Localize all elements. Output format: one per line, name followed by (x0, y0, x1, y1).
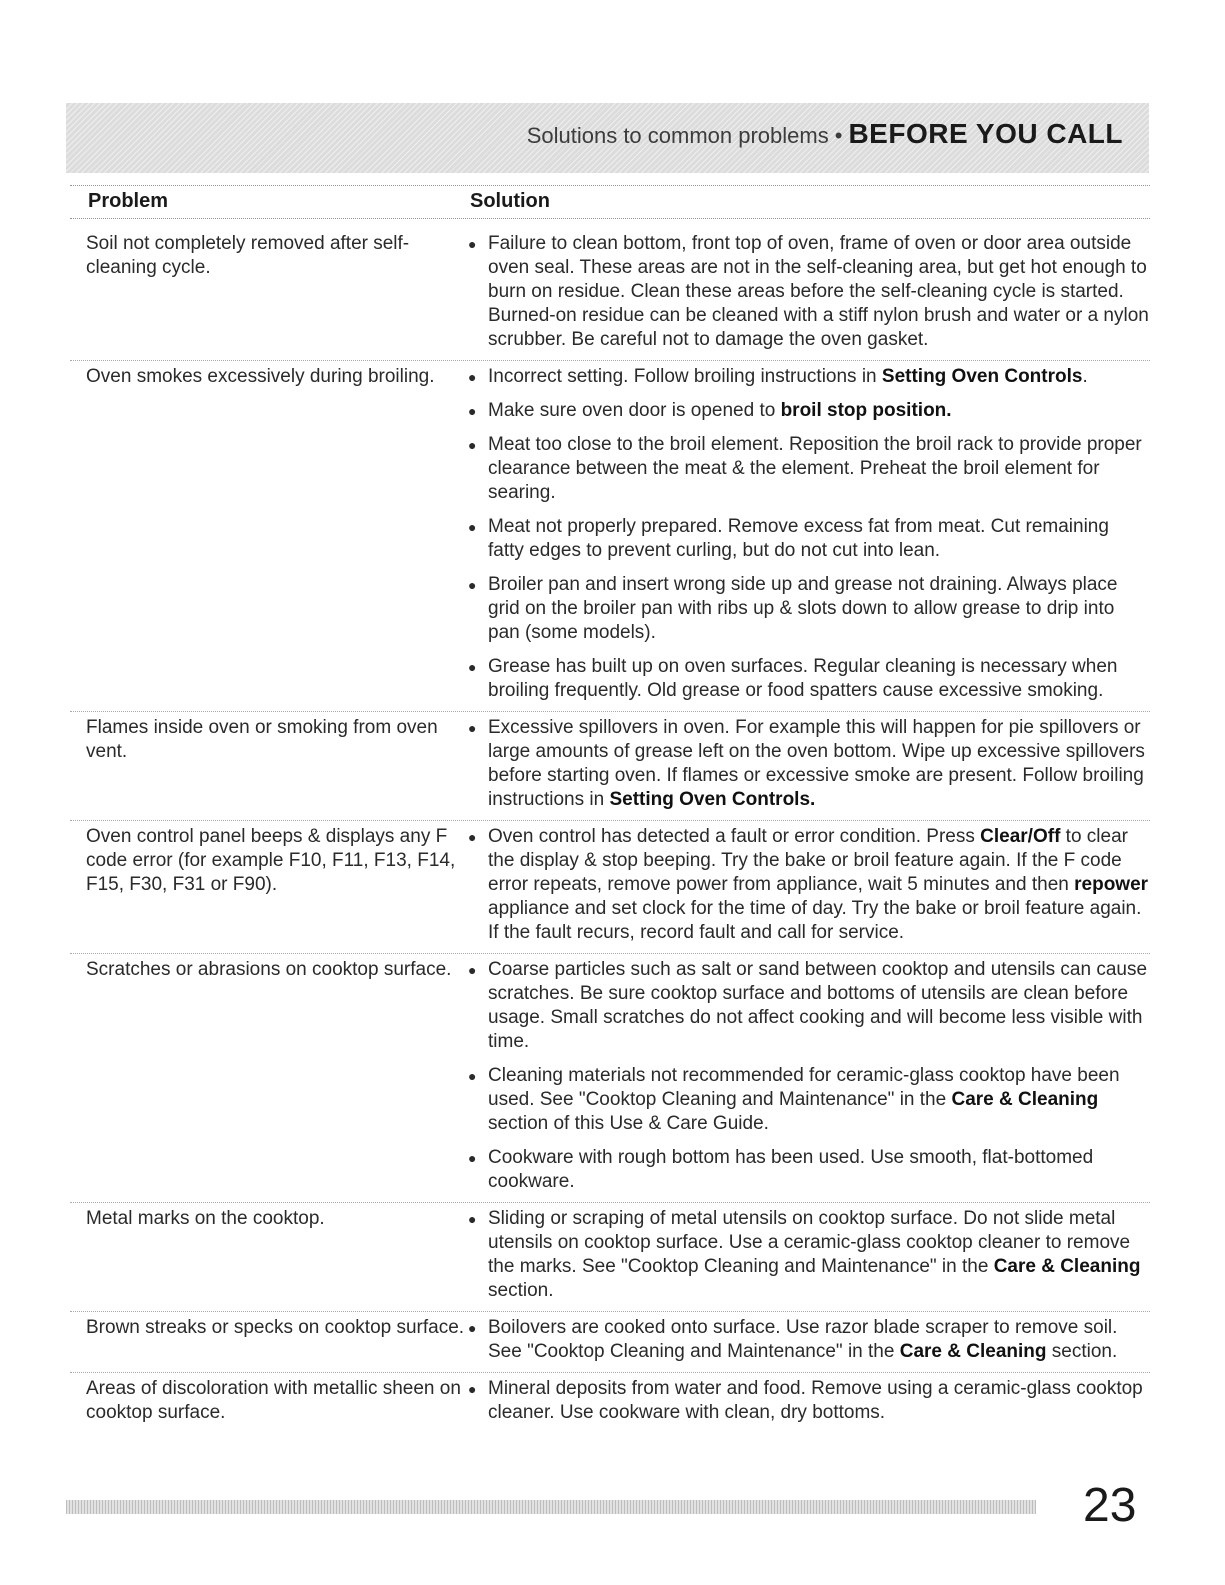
solution-item (466, 1377, 1150, 1425)
solution-text: Coarse particles such as salt or sand between cooktop and utensils can cause scratches. Be sure cooktop surface and bottoms of utensils are clean before usage. Small scratches do not affect cooking and will become less visible with time. (488, 959, 1148, 1052)
solution-item (466, 1316, 1150, 1364)
bullet-icon: ● (468, 1211, 477, 1227)
problem-text: Oven smokes excessively during broiling. (86, 366, 435, 387)
solution-list (466, 716, 1150, 814)
solution-item (466, 232, 1150, 352)
header-solution: Solution (470, 190, 550, 212)
solution-text: Meat not properly prepared. Remove excess fat from meat. Cut remaining fatty edges to prevent curling, but do not cut into lean. (488, 516, 1109, 561)
solution-text: Cleaning materials not recommended for ceramic-glass cooktop have been used. See "Cooktop Cleaning and Maintenance" in the (488, 1065, 1120, 1110)
footer-bar (66, 1500, 1036, 1514)
solution-item (466, 1207, 1150, 1303)
bullet-icon: ● (468, 403, 477, 419)
solution-emphasis: broil stop position. (780, 400, 952, 421)
bullet-icon: ● (468, 829, 477, 845)
solution-text: Broiler pan and insert wrong side up and grease not draining. Always place grid on the broiler pan with ribs up & slots down to allow grease to drip into pan (some models). (488, 574, 1118, 643)
solution-item (466, 573, 1150, 645)
bullet-icon: ● (468, 720, 477, 736)
solution-emphasis: repower (1074, 874, 1149, 895)
banner-text (527, 118, 1123, 150)
solution-list (466, 958, 1150, 1196)
table-row (70, 1203, 1150, 1312)
solution-item (466, 655, 1150, 703)
bullet-icon: ● (468, 369, 477, 385)
table-row (70, 361, 1150, 712)
banner-title: BEFORE YOU CALL (848, 118, 1123, 149)
header-problem: Problem (88, 190, 169, 212)
table-row (70, 1373, 1150, 1433)
solution-text: Incorrect setting. Follow broiling instructions in (488, 366, 882, 387)
solution-text: section of this Use & Care Guide. (488, 1113, 769, 1134)
solution-text: Boilovers are cooked onto surface. Use razor blade scraper to remove soil. See "Cooktop Cleaning and Maintenance" in the (488, 1317, 1118, 1362)
bullet-icon: ● (468, 577, 477, 593)
problem-text: Areas of discoloration with metallic sheen on cooktop surface. (86, 1378, 461, 1423)
solution-emphasis: Care & Cleaning (951, 1089, 1099, 1110)
problem-text: Soil not completely removed after self-cleaning cycle. (86, 233, 410, 278)
solution-item (466, 1146, 1150, 1194)
solution-list (466, 1207, 1150, 1305)
solution-item (466, 433, 1150, 505)
solution-emphasis: Care & Cleaning (993, 1256, 1141, 1277)
solution-emphasis: Setting Oven Controls. (609, 789, 816, 810)
solution-text: section. (488, 1280, 554, 1301)
solution-item (466, 825, 1150, 945)
bullet-icon: ● (468, 962, 477, 978)
bullet-icon: ● (468, 519, 477, 535)
solution-item (466, 1064, 1150, 1136)
bullet-icon: ● (468, 1320, 477, 1336)
solution-text: Oven control has detected a fault or error condition. Press (488, 826, 981, 847)
table-row (70, 821, 1150, 954)
section-banner (66, 103, 1149, 173)
problem-text: Brown streaks or specks on cooktop surface. (86, 1317, 465, 1338)
solution-list (466, 232, 1150, 354)
bullet-icon: ● (468, 437, 477, 453)
solution-text: . (1082, 366, 1088, 387)
solution-item (466, 515, 1150, 563)
solution-emphasis: Clear/Off (980, 826, 1061, 847)
bullet-icon: ● (468, 1381, 477, 1397)
solution-text: Mineral deposits from water and food. Remove using a ceramic-glass cooktop cleaner. Use cookware with clean, dry bottoms. (488, 1378, 1143, 1423)
bullet-icon: ● (468, 1150, 477, 1166)
banner-separator: • (834, 123, 843, 148)
solution-text: appliance and set clock for the time of day. Try the bake or broil feature again. If the fault recurs, record fault and call for service. (488, 898, 1142, 943)
problem-text: Metal marks on the cooktop. (86, 1208, 325, 1229)
solution-text: Grease has built up on oven surfaces. Regular cleaning is necessary when broiling frequently. Old grease or food spatters cause excessive smoking. (488, 656, 1118, 701)
problem-text: Scratches or abrasions on cooktop surface. (86, 959, 452, 980)
table-header (70, 185, 1150, 219)
solution-text: section. (1046, 1341, 1118, 1362)
solution-text: Excessive spillovers in oven. For example this will happen for pie spillovers or large amounts of grease left on the oven bottom. Wipe up excessive spillovers before starting oven. If flames or excessive smoke are present. Follow broiling instructions in (488, 717, 1145, 810)
table-row (70, 954, 1150, 1203)
table-row (70, 712, 1150, 821)
solution-list (466, 825, 1150, 947)
problem-text: Oven control panel beeps & displays any F code error (for example F10, F11, F13, F14, F15, F30, F31 or F90). (86, 826, 456, 895)
solution-item (466, 958, 1150, 1054)
solution-text: Sliding or scraping of metal utensils on cooktop surface. Do not slide metal utensils on cooktop surface. Use a ceramic-glass cooktop cleaner to remove the marks. See "Cooktop Cleaning and Maintenance" in the (488, 1208, 1131, 1277)
solution-list (466, 365, 1150, 705)
problem-text: Flames inside oven or smoking from oven vent. (86, 717, 438, 762)
solution-item (466, 399, 1150, 423)
solution-text: Make sure oven door is opened to (488, 400, 781, 421)
solution-text: Meat too close to the broil element. Reposition the broil rack to provide proper clearance between the meat & the element. Preheat the broil element for searing. (488, 434, 1142, 503)
solution-text: to clear the display & stop beeping. Try the bake or broil feature again. If the F code error repeats, remove power from appliance, wait 5 minutes and then (488, 826, 1128, 895)
bullet-icon: ● (468, 659, 477, 675)
troubleshooting-table (70, 228, 1150, 1433)
solution-item (466, 365, 1150, 389)
solution-emphasis: Setting Oven Controls (881, 366, 1083, 387)
solution-item (466, 716, 1150, 812)
solution-list (466, 1316, 1150, 1366)
solution-list (466, 1377, 1150, 1427)
solution-text: Failure to clean bottom, front top of oven, frame of oven or door area outside oven seal. These areas are not in the self-cleaning area, but get hot enough to burn on residue. Clean these areas before the self-cleaning cycle is started. Burned-on residue can be cleaned with a stiff nylon brush and water or a nylon scrubber. Be careful not to damage the oven gasket. (488, 233, 1149, 350)
page-number: 23 (1083, 1479, 1137, 1532)
table-row (70, 1312, 1150, 1373)
solution-emphasis: Care & Cleaning (899, 1341, 1047, 1362)
banner-subtitle: Solutions to common problems (526, 123, 829, 148)
table-row (70, 228, 1150, 361)
bullet-icon: ● (468, 1068, 477, 1084)
bullet-icon: ● (468, 236, 477, 252)
solution-text: Cookware with rough bottom has been used. Use smooth, flat-bottomed cookware. (488, 1147, 1094, 1192)
